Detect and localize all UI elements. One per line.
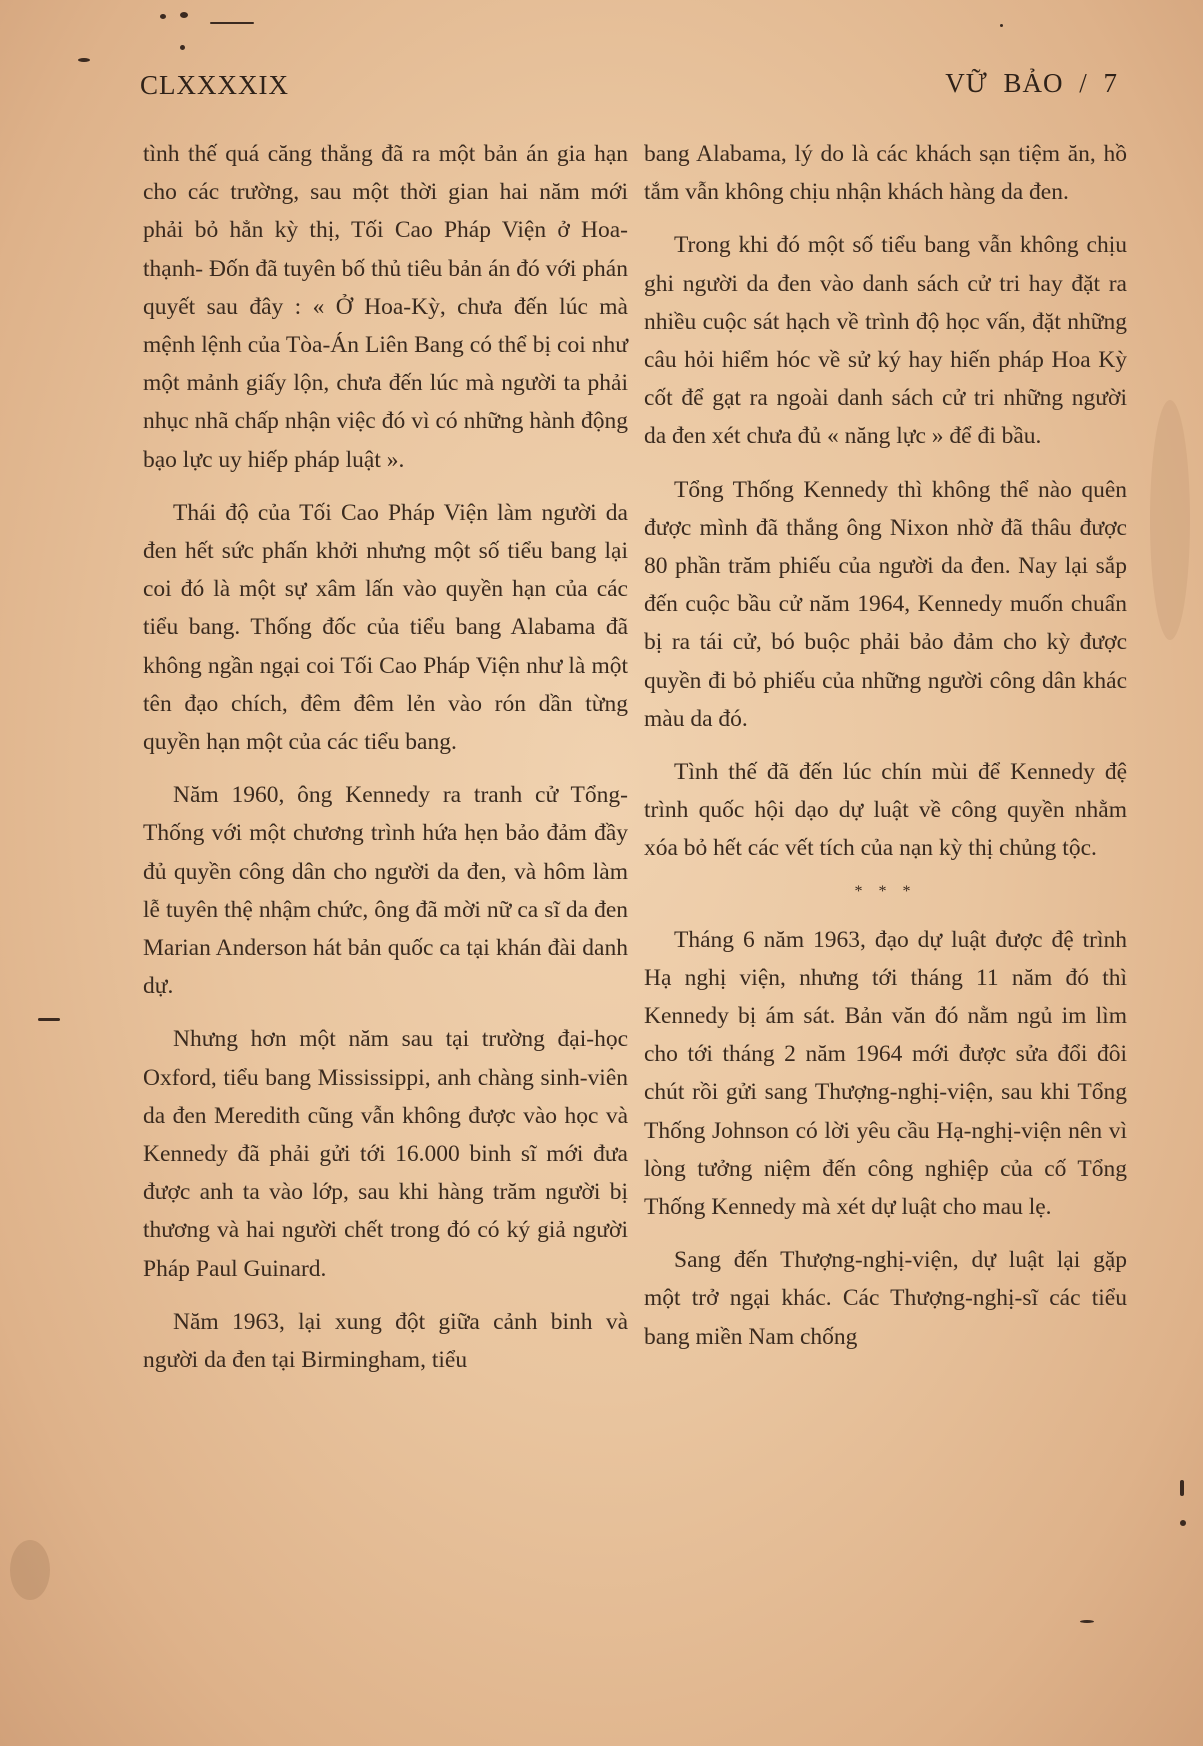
paragraph: Năm 1960, ông Kennedy ra tranh cử Tổng-Thống với một chương trình hứa hẹn bảo đảm đầy đủ quyền công dân cho người da đen, và hôm làm lễ tuyên thệ nhậm chức, ông đã mời nữ ca sĩ da đen Marian Anderson hát bản quốc ca tại khán đài danh dự.: [143, 782, 628, 1000]
paragraph: Trong khi đó một số tiểu bang vẫn không chịu ghi người da đen vào danh sách cử tri hay đặt ra nhiều cuộc sát hạch về trình độ học vấn, đặt những câu hỏi hiểm hóc về sử ký hay hiến pháp Hoa Kỳ cốt để gạt ra ngoài danh sách cử tri những người da đen xét chưa đủ « năng lực » để đi bầu.: [644, 232, 1127, 450]
paragraph: Tháng 6 năm 1963, đạo dự luật được đệ trình Hạ nghị viện, nhưng tới tháng 11 năm đó thì Kennedy bị ám sát. Bản văn đó nằm ngủ im lìm cho tới tháng 2 năm 1964 mới được sửa đổi đôi chút rồi gửi sang Thượng-nghị-viện, sau khi Tổng Thống Johnson có lời yêu cầu Hạ-nghị-viện nên vì lòng tưởng niệm đến công nghiệp của cố Tổng Thống Kennedy mà xét dự luật cho mau lẹ.: [644, 926, 1127, 1221]
paragraph: Năm 1963, lại xung đột giữa cảnh binh và người da đen tại Birmingham, tiểu: [143, 1308, 628, 1374]
paragraph: Sang đến Thượng-nghị-viện, dự luật lại gặp một trở ngại khác. Các Thượng-nghị-sĩ các tiểu bang miền Nam chống: [644, 1247, 1127, 1350]
paragraph: Nhưng hơn một năm sau tại trường đại-học Oxford, tiểu bang Mississippi, anh chàng sinh-viên da đen Meredith cũng vẫn không được vào học và Kennedy đã phải gửi tới 16.000 binh sĩ mới đưa được anh ta vào lớp, sau khi hàng trăm người bị thương và hai người chết trong đó có ký giả người Pháp Paul Guinard.: [143, 1026, 628, 1282]
paper-stain: [1150, 400, 1190, 640]
paragraph: Tổng Thống Kennedy thì không thể nào quên được mình đã thắng ông Nixon nhờ đã thâu được 80 phần trăm phiếu của người da đen. Nay lại sắp đến cuộc bầu cử năm 1964, Kennedy muốn chuẩn bị ra tái cử, bó buộc phải bảo đảm cho kỳ được quyền đi bỏ phiếu của những người công dân khác màu da đó.: [644, 476, 1127, 732]
page-header: [140, 62, 1118, 106]
paragraph: tình thế quá căng thẳng đã ra một bản án gia hạn cho các trường, sau một thời gian hai năm mới phải bỏ hẳn kỳ thị, Tối Cao Pháp Viện ở Hoa-thạnh- Đốn đã tuyên bố thủ tiêu bản án đó với phán quyết sau đây : « Ở Hoa-Kỳ, chưa đến lúc mà mệnh lệnh của Tòa-Án Liên Bang có thể bị coi như một mảnh giấy lộn, chưa đến lúc mà người ta phải nhục nhã chấp nhận việc đó vì có những hành động bạo lực uy hiếp pháp luật ».: [143, 141, 628, 473]
right-column: [644, 135, 1127, 1371]
left-column: [143, 135, 628, 1394]
paragraph: Tình thế đã đến lúc chín mùi để Kennedy đệ trình quốc hội dạo dự luật về công quyền nhằm xóa bỏ hết các vết tích của nạn kỳ thị chủng tộc.: [644, 759, 1127, 862]
author-page-number: VỮ BẢO / 7: [945, 68, 1118, 98]
paragraph: bang Alabama, lý do là các khách sạn tiệm ăn, hồ tắm vẫn không chịu nhận khách hàng da đen.: [644, 141, 1127, 206]
paper-stain: [10, 1540, 50, 1600]
paragraph: Thái độ của Tối Cao Pháp Viện làm người da đen hết sức phấn khởi nhưng một số tiểu bang lại coi đó là một sự xâm lấn vào quyền hạn của các tiểu bang. Thống đốc của tiểu bang Alabama đã không ngần ngại coi Tối Cao Pháp Viện như là một tên đạo chích, đêm đêm lẻn vào rón dần từng quyền hạn một của các tiểu bang.: [143, 499, 628, 756]
chapter-number: CLXXXXIX: [140, 70, 289, 100]
section-separator: * * *: [854, 882, 917, 900]
